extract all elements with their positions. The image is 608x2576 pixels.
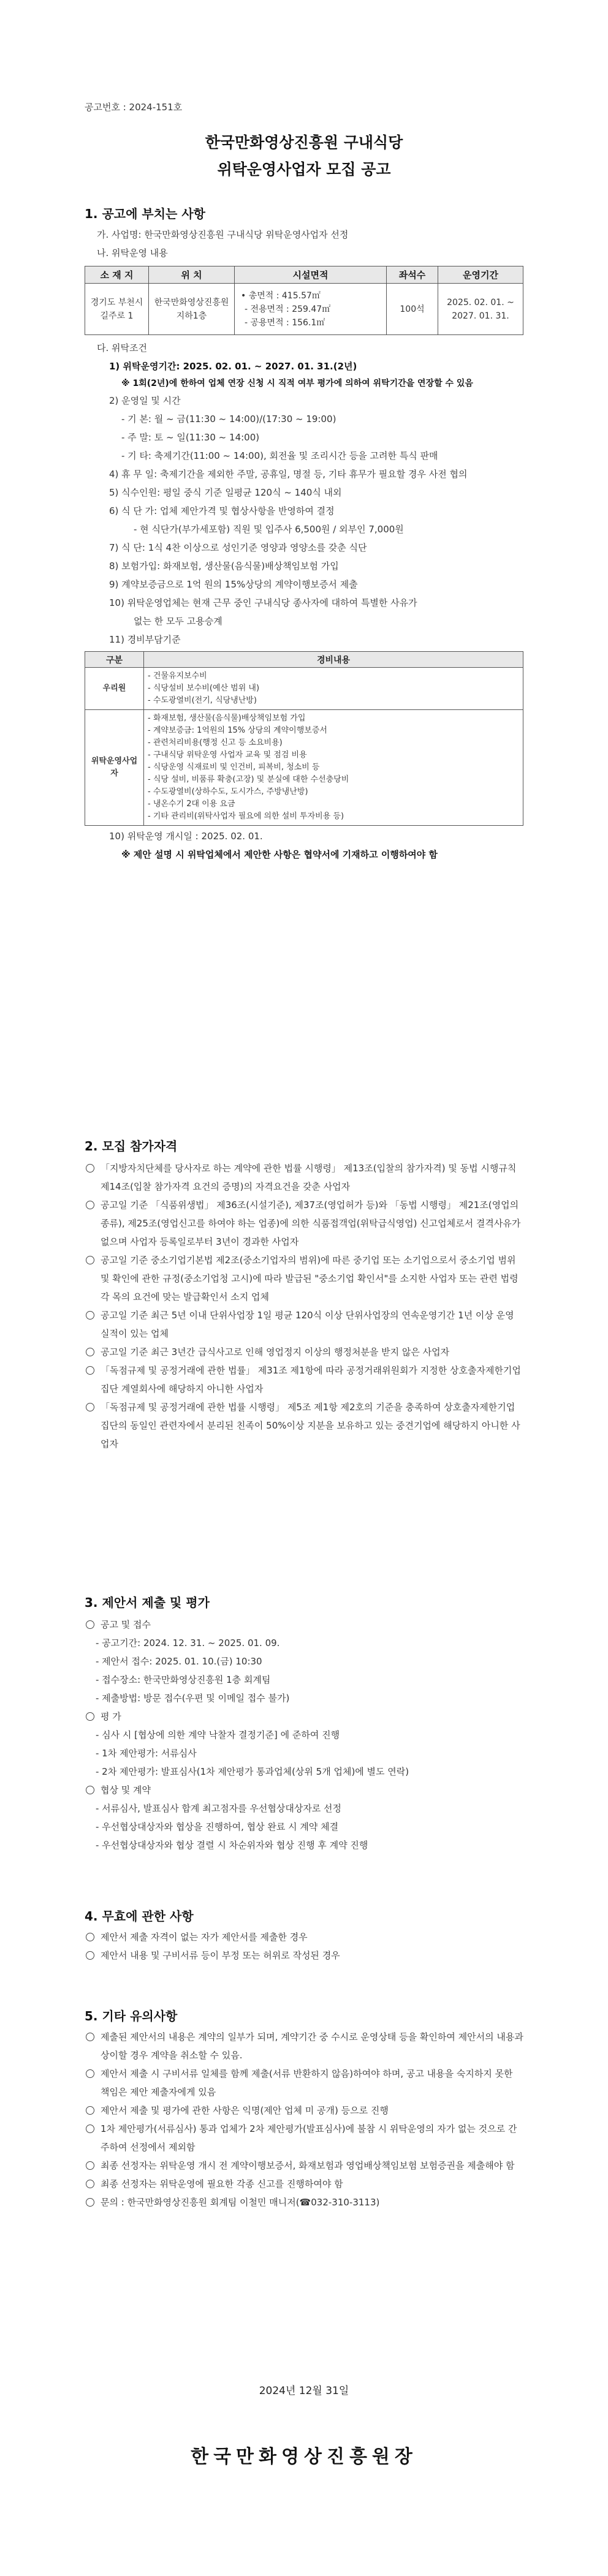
s1-c2: 2) 운영일 및 시간 bbox=[109, 395, 181, 406]
circle-bullet-icon bbox=[86, 1201, 94, 1209]
list-item-text: 제안서 제출 시 구비서류 일체를 함께 제출(서류 반환하지 않음)하여야 하며, 공고 내용을 숙지하지 못한 책임은 제안 제출자에게 있음 bbox=[101, 2068, 513, 2098]
announcement-date: 2024년 12월 31일 bbox=[259, 2385, 349, 2397]
section-4-heading: 4. 무효에 관한 사항 bbox=[85, 1909, 194, 1924]
section-3 bbox=[85, 1593, 523, 1854]
facility-cell bbox=[235, 284, 387, 335]
cost-item: - 관련처리비용(행정 신고 등 소요비용) bbox=[148, 738, 283, 747]
list-item-text: 공고일 기준 중소기업기본법 제2조(중소기업자의 범위)에 따른 중기업 또는 소기업으로서 중소기업 범위 및 확인에 관한 규정(중소기업청 고시)에 따라 발급된 "중소기업 확인서"를 소지한 사업자 또는 관련 법령 각 목의 요건에 맞는 발급확인서 소지 업체 bbox=[101, 1255, 519, 1302]
period-cell bbox=[438, 284, 523, 335]
list-item bbox=[85, 1928, 523, 1946]
address-line: 길주로 1 bbox=[100, 311, 134, 321]
dash-item: - 우선협상대상자와 협상 결렬 시 차순위자와 협상 진행 후 계약 진행 bbox=[96, 1840, 368, 1851]
list-item bbox=[85, 2101, 523, 2120]
cost-item: - 화재보험, 생산물(음식물)배상책임보험 가입 bbox=[148, 714, 306, 723]
list-item bbox=[85, 1361, 523, 1398]
dash-item: - 2차 제안평가: 발표심사(1차 제안평가 통과업체(상위 5개 업체)에 별도 연락) bbox=[96, 1766, 409, 1777]
dash-item: - 우선협상대상자와 협상을 진행하여, 협상 완료 시 계약 체결 bbox=[96, 1821, 339, 1832]
circle-bullet-icon bbox=[86, 2180, 94, 2188]
issuer-name: 한국만화영상진흥원장 bbox=[191, 2446, 417, 2468]
list-item-text: 제안서 제출 자격이 없는 자가 제안서를 제출한 경우 bbox=[101, 1932, 308, 1943]
list-item-text: 공고일 기준 최근 3년간 급식사고로 인해 영업정지 이상의 행정처분을 받지 않은 사업자 bbox=[101, 1347, 450, 1358]
s1-c5: 5) 식수인원: 평일 중식 기준 일평균 120식 ~ 140식 내외 bbox=[109, 487, 342, 498]
list-item-text: 공고일 기준 최근 5년 이내 단위사업장 1일 평균 120식 이상 단위사업장의 연속운영기간 1년 이상 운영 실적이 있는 업체 bbox=[101, 1310, 514, 1339]
list-item-text: 공고일 기준 「식품위생법」 제36조(시설기준), 제37조(영업허가 등)와 「동법 시행령」 제21조(영업의 종류), 제25조(영업신고를 하여야 하는 업종)에 의한 식품접객업(위탁급식영업) 신고업체로서 결격사유가 없으며 사업자 등록일로부터 3년이 경과한 사업자 bbox=[101, 1199, 521, 1247]
dash-item: - 서류심사, 발표심사 합계 최고점자를 우선협상대상자로 선정 bbox=[96, 1803, 342, 1814]
facility-line: - 전용면적 : 259.47㎡ bbox=[245, 304, 331, 314]
circle-bullet-icon bbox=[86, 1712, 94, 1721]
dash-item: - 접수장소: 한국만화영상진흥원 1층 회계팀 bbox=[96, 1674, 271, 1685]
cost-header: 경비내용 bbox=[144, 652, 523, 668]
s1-c12-note: ※ 제안 설명 시 위탁업체에서 제안한 사항은 협약서에 기재하고 이행하여야 함 bbox=[121, 849, 438, 860]
s1-c10: 10) 위탁운영업체는 현재 근무 중인 구내식당 종사자에 대하여 특별한 사유가 bbox=[109, 597, 417, 608]
cost-item: - 식당운영 식재료비 및 인건비, 피복비, 청소비 등 bbox=[148, 763, 320, 772]
list-item bbox=[85, 1196, 523, 1251]
list-item-text: 「지방자치단체를 당사자로 하는 계약에 관한 법률 시행령」 제13조(입찰의 참가자격) 및 동법 시행규칙 제14조(입찰 참가자격 요건의 증명)의 자격요건을 갖춘 사업자 bbox=[101, 1163, 517, 1192]
section-2 bbox=[85, 1136, 523, 1453]
section-4 bbox=[85, 1906, 523, 1965]
dash-item: - 공고기간: 2024. 12. 31. ~ 2025. 01. 09. bbox=[96, 1637, 280, 1649]
cost-item: - 수도광열비(상하수도, 도시가스, 주방냉난방) bbox=[148, 787, 308, 796]
list-item bbox=[85, 1343, 523, 1361]
list-item bbox=[85, 1615, 523, 1634]
circle-bullet-icon bbox=[86, 1933, 94, 1941]
circle-bullet-icon bbox=[86, 1951, 94, 1960]
cost-vendor-list bbox=[144, 710, 523, 826]
s1-c6-sub: - 현 식단가(부가세포함) 직원 및 입주사 6,500원 / 외부인 7,000원 bbox=[134, 524, 404, 535]
cost-item: - 계약보증금: 1억원의 15% 상당의 계약이행보증서 bbox=[148, 726, 327, 735]
list-item bbox=[85, 2156, 523, 2175]
list-item bbox=[85, 1781, 523, 1799]
section-3-heading: 3. 제안서 제출 및 평가 bbox=[85, 1595, 210, 1610]
s1-c7: 7) 식 단: 1식 4찬 이상으로 성인기준 영양과 영양소를 갖춘 식단 bbox=[109, 542, 367, 553]
announcement-number: 공고번호 : 2024-151호 bbox=[85, 102, 183, 113]
circle-bullet-icon bbox=[86, 2069, 94, 2078]
dash-item: - 제출방법: 방문 접수(우편 및 이메일 접수 불가) bbox=[96, 1693, 290, 1704]
location-line: 지하1층 bbox=[176, 311, 207, 321]
list-item-text: 제안서 제출 및 평가에 관한 사항은 익명(제안 업체 미 공개) 등으로 진행 bbox=[101, 2105, 389, 2116]
circle-bullet-icon bbox=[86, 1786, 94, 1794]
cost-item: - 식당 설비, 비품류 확충(고장) 및 분실에 대한 수선충당비 bbox=[148, 775, 349, 784]
cost-item: - 구내식당 위탁운영 사업자 교육 및 점검 비용 bbox=[148, 750, 307, 760]
cost-ours-label: 우리원 bbox=[85, 668, 144, 710]
s1-c9: 9) 계약보증금으로 1억 원의 15%상당의 계약이행보증서 제출 bbox=[109, 579, 358, 590]
table-header: 좌석수 bbox=[387, 266, 438, 284]
s1-c2b: - 주 말: 토 ~ 일(11:30 ~ 14:00) bbox=[121, 432, 260, 443]
section-1 bbox=[85, 204, 523, 864]
circle-bullet-icon bbox=[86, 2198, 94, 2207]
circle-bullet-icon bbox=[86, 1348, 94, 1356]
list-item bbox=[85, 2064, 523, 2101]
s4-list bbox=[85, 1928, 523, 1965]
s1-da: 다. 위탁조건 bbox=[97, 342, 147, 353]
s2-list bbox=[85, 1159, 523, 1453]
circle-bullet-icon bbox=[86, 1256, 94, 1264]
circle-bullet-icon bbox=[86, 2033, 94, 2041]
list-item-text: 「독점규제 및 공정거래에 관한 법률 시행령」 제5조 제1항 제2호의 기준을 충족하여 상호출자제한기업집단의 동일인 관련자에서 분리된 친족이 50%이상 지분을 보유하고 있는 중견기업에 해당하지 아니한 사업자 bbox=[101, 1402, 520, 1449]
circle-bullet-icon bbox=[86, 2161, 94, 2170]
s1-c1: 1) 위탁운영기간: 2025. 02. 01. ~ 2027. 01. 31.(2년) bbox=[109, 361, 357, 372]
facility-line: - 공용면적 : 156.1㎡ bbox=[245, 317, 325, 328]
circle-bullet-icon bbox=[86, 1366, 94, 1375]
cost-item: - 건물유지보수비 bbox=[148, 671, 207, 681]
cost-item: - 식당설비 보수비(예산 범위 내) bbox=[148, 684, 260, 693]
table-header: 위 치 bbox=[149, 266, 235, 284]
cost-header: 구분 bbox=[85, 652, 144, 668]
location-line: 한국만화영상진흥원 bbox=[154, 297, 229, 308]
period-line: 2025. 02. 01. ~ bbox=[447, 297, 514, 308]
table-header: 운영기간 bbox=[438, 266, 523, 284]
cost-item: - 수도광열비(전기, 식당냉난방) bbox=[148, 696, 257, 705]
location-cell bbox=[149, 284, 235, 335]
s1-c12: 10) 위탁운영 개시일 : 2025. 02. 01. bbox=[109, 831, 263, 842]
circle-bullet-icon bbox=[86, 2106, 94, 2115]
s1-c4: 4) 휴 무 일: 축제기간을 제외한 주말, 공휴일, 명절 등, 기타 휴무가 필요할 경우 사전 협의 bbox=[109, 469, 468, 480]
dash-item: - 제안서 접수: 2025. 01. 10.(금) 10:30 bbox=[96, 1656, 262, 1667]
table-header: 시설면적 bbox=[235, 266, 387, 284]
facility-line: • 총면적 : 415.57㎡ bbox=[241, 290, 321, 301]
circle-bullet-icon bbox=[86, 1164, 94, 1173]
section-1-heading: 1. 공고에 부치는 사항 bbox=[85, 206, 205, 221]
list-item-text: 협상 및 계약 bbox=[101, 1785, 151, 1796]
cost-item: - 냉온수기 2대 이용 요금 bbox=[148, 799, 235, 809]
period-line: 2027. 01. 31. bbox=[452, 311, 509, 321]
operation-info-table bbox=[85, 266, 523, 335]
s1-c11: 11) 경비부담기준 bbox=[109, 634, 181, 645]
circle-bullet-icon bbox=[86, 2125, 94, 2133]
list-item bbox=[85, 2175, 523, 2193]
list-item-text: 1차 제안평가(서류심사) 통과 업체가 2차 제안평가(발표심사)에 불참 시 위탁운영의 자가 없는 것으로 간주하여 선정에서 제외함 bbox=[101, 2123, 517, 2153]
s1-c2a: - 기 본: 월 ~ 금(11:30 ~ 14:00)/(17:30 ~ 19:00) bbox=[121, 414, 336, 425]
s5-list bbox=[85, 2028, 523, 2212]
page-title-line1: 한국만화영상진흥원 구내식당 bbox=[205, 134, 403, 151]
cost-vendor-label: 위탁운영사업자 bbox=[85, 710, 144, 826]
list-item bbox=[85, 2028, 523, 2064]
section-5-heading: 5. 기타 유의사항 bbox=[85, 2009, 178, 2023]
list-item-text: 제출된 제안서의 내용은 계약의 일부가 되며, 계약기간 중 수시로 운영상태 등을 확인하여 제안서의 내용과 상이할 경우 계약을 취소할 수 있음. bbox=[101, 2031, 523, 2061]
address-cell bbox=[85, 284, 149, 335]
s1-ga: 가. 사업명: 한국만화영상진흥원 구내식당 위탁운영사업자 선정 bbox=[97, 229, 349, 240]
dash-item: - 심사 시 [협상에 의한 계약 낙찰자 결정기준] 에 준하여 진행 bbox=[96, 1729, 340, 1740]
list-item bbox=[85, 1398, 523, 1453]
list-item bbox=[85, 2193, 523, 2212]
list-item bbox=[85, 1946, 523, 1965]
list-item-text: 제안서 내용 및 구비서류 등이 부정 또는 허위로 작성된 경우 bbox=[101, 1950, 340, 1961]
cost-item: - 기타 관리비(위탁사업자 필요에 의한 설비 투자비용 등) bbox=[148, 812, 344, 821]
list-item bbox=[85, 1159, 523, 1196]
circle-bullet-icon bbox=[86, 1403, 94, 1411]
s1-c6: 6) 식 단 가: 업체 제안가격 및 협상사항을 반영하여 결정 bbox=[109, 505, 335, 516]
s3-body bbox=[85, 1615, 523, 1854]
list-item bbox=[85, 1251, 523, 1306]
list-item-text: 공고 및 접수 bbox=[101, 1619, 151, 1630]
s1-c8: 8) 보험가입: 화재보험, 생산물(음식물)배상책임보험 가입 bbox=[109, 561, 339, 572]
table-header: 소 재 지 bbox=[85, 266, 149, 284]
cost-ours-list bbox=[144, 668, 523, 710]
circle-bullet-icon bbox=[86, 1311, 94, 1320]
cost-table bbox=[85, 651, 523, 826]
list-item bbox=[85, 1707, 523, 1726]
list-item-text: 「독점규제 및 공정거래에 관한 법률」 제31조 제1항에 따라 공정거래위원회가 지정한 상호출자제한기업집단 계열회사에 해당하지 아니한 사업자 bbox=[101, 1365, 521, 1394]
s1-c2c: - 기 타: 축제기간(11:00 ~ 14:00), 회전율 및 조리시간 등을 고려한 특식 판매 bbox=[121, 450, 438, 461]
s1-c1-note: ※ 1회(2년)에 한하여 업체 연장 신청 시 직적 여부 평가에 의하여 위탁기간을 연장할 수 있음 bbox=[121, 379, 473, 388]
seats-cell: 100석 bbox=[387, 284, 438, 335]
list-item-text: 평 가 bbox=[101, 1711, 121, 1722]
page-title-line2: 위탁운영사업자 모집 공고 bbox=[217, 161, 391, 178]
list-item bbox=[85, 1306, 523, 1343]
s1-c10-b: 없는 한 모두 고용승계 bbox=[134, 616, 222, 627]
address-line: 경기도 부천시 bbox=[90, 297, 143, 308]
circle-bullet-icon bbox=[86, 1620, 94, 1629]
list-item-text: 최종 선정자는 위탁운영에 필요한 각종 신고를 진행하여야 함 bbox=[101, 2178, 343, 2189]
list-item-text: 문의 : 한국만화영상진흥원 회계팀 이철민 매니저(☎032-310-3113) bbox=[101, 2197, 380, 2208]
list-item bbox=[85, 2120, 523, 2156]
dash-item: - 1차 제안평가: 서류심사 bbox=[96, 1748, 197, 1759]
s1-na: 나. 위탁운영 내용 bbox=[97, 247, 168, 259]
list-item-text: 최종 선정자는 위탁운영 개시 전 계약이행보증서, 화재보험과 영업배상책임보험 보험증권을 제출해야 함 bbox=[101, 2160, 515, 2171]
section-2-heading: 2. 모집 참가자격 bbox=[85, 1139, 178, 1154]
section-5 bbox=[85, 2006, 523, 2212]
